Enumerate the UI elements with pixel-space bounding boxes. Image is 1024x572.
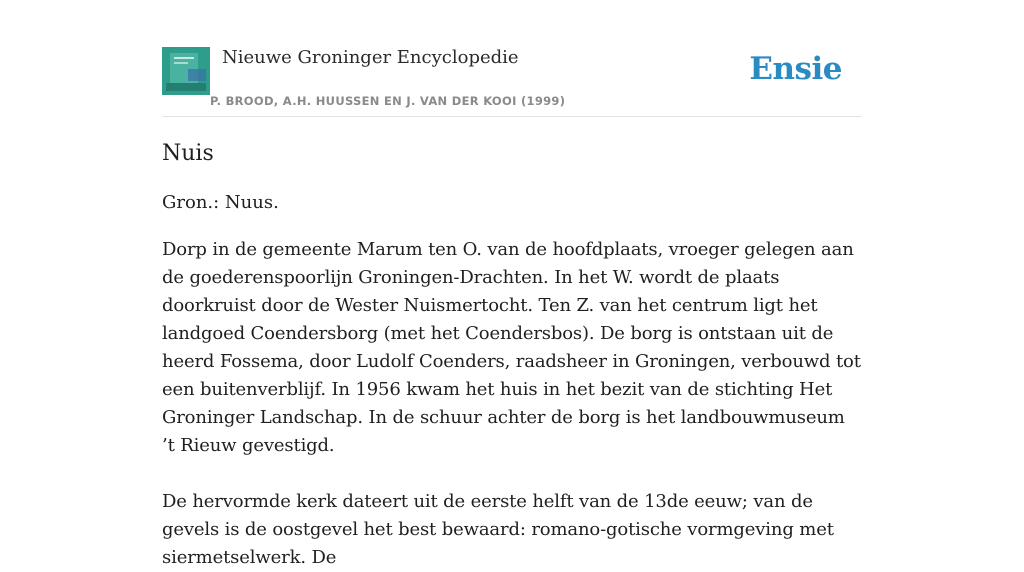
entry-paragraph: Dorp in de gemeente Marum ten O. van de hoofdplaats, vroeger gelegen aan de goederenspoorlijn Groningen-Drachten. In het W. wordt de plaats doorkruist door de Wester Nuismertocht. Ten Z. van het centrum ligt het landgoed Coendersborg (met het Coendersbos). De borg is ontstaan uit de heerd Fossema, door Ludolf Coenders, raadsheer in Groningen, verbouwd tot een buitenverblijf. In 1956 kwam het huis in het bezit van de stichting Het Groninger Landschap. In de schuur achter de borg is het landbouwmuseum ’t Rieuw gevestigd. [162,239,861,456]
header [162,46,862,117]
entry-title: Nuis [162,141,214,166]
entry-subtitle: Gron.: Nuus. [162,192,279,213]
entry-content [162,138,862,572]
ensie-logo-link[interactable]: Ensie [749,51,842,87]
book-cover-image [162,47,210,95]
entry-paragraph: De hervormde kerk dateert uit de eerste helft van de 13de eeuw; van de gevels is de oostgevel het best bewaard: romano-gotische vormgeving met siermetselwerk. De [162,491,834,568]
book-authors: P. BROOD, A.H. HUUSSEN EN J. VAN DER KOOI (1999) [210,94,566,108]
book-cover-thumbnail[interactable] [162,47,210,95]
book-title[interactable]: Nieuwe Groninger Encyclopedie [222,47,519,68]
